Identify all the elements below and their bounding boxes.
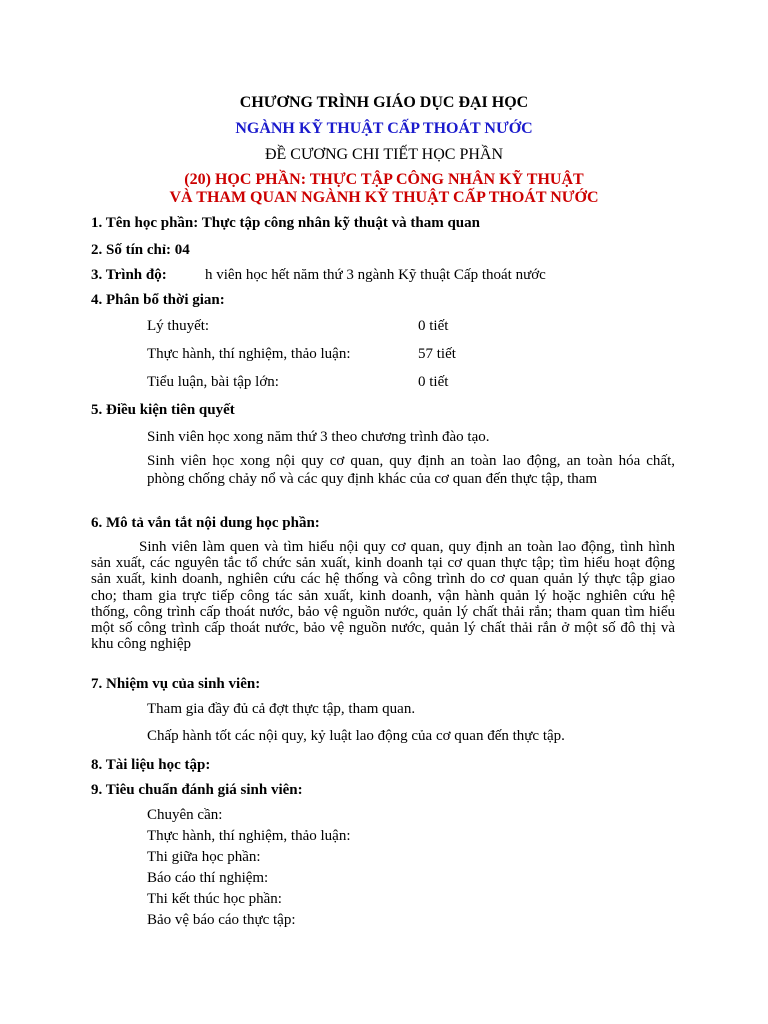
time-row-label: Tiểu luận, bài tập lớn: (147, 374, 279, 390)
criteria-item: Báo cáo thí nghiệm: (147, 870, 269, 886)
section-5-heading: 5. Điều kiện tiên quyết (91, 402, 235, 418)
section-5-paragraph-2: Sinh viên học xong nội quy cơ quan, quy định an toàn lao động, an toàn hóa chất, phòng chống chảy nổ và các quy định khác của cơ quan đến thực tập, tham (147, 453, 675, 487)
major-title: NGÀNH KỸ THUẬT CẤP THOÁT NƯỚC (235, 120, 533, 137)
section-8-heading: 8. Tài liệu học tập: (91, 757, 211, 773)
section-6-paragraph: Sinh viên làm quen và tìm hiểu nội quy cơ quan, quy định an toàn lao động, tình hình sản xuất, các nguyên tắc tổ chức sản xuất, kinh doanh tại cơ quan thực tập; tìm hiểu hoạt động sản xuất, kinh doanh, nghiên cứu các hệ thống và công trình do cơ quan quản lý thực tập giao cho; tham gia trực tiếp công tác sản xuất, kinh doanh, vận hành quản lý hoặc nghiên cứu hệ thống, công trình cấp thoát nước, bảo vệ nguồn nước, quản lý chất thải rắn; tham quan tìm hiểu một số công trình cấp thoát nước, bảo vệ nguồn nước, quản lý chất thải rắn ở một số đô thị và khu công nghiệp (91, 539, 675, 653)
criteria-item: Thi giữa học phần: (147, 849, 261, 865)
criteria-item: Chuyên cần: (147, 807, 223, 823)
time-row-label: Thực hành, thí nghiệm, thảo luận: (147, 346, 351, 362)
course-title-line-2: VÀ THAM QUAN NGÀNH KỸ THUẬT CẤP THOÁT NƯỚC (169, 189, 599, 206)
section-7-item: Chấp hành tốt các nội quy, kỷ luật lao động của cơ quan đến thực tập. (147, 728, 565, 744)
syllabus-title: ĐỀ CƯƠNG CHI TIẾT HỌC PHẦN (264, 146, 504, 163)
section-7-item: Tham gia đầy đủ cả đợt thực tập, tham quan. (147, 701, 416, 717)
section-7-heading: 7. Nhiệm vụ của sinh viên: (91, 676, 261, 692)
section-5-paragraph-1: Sinh viên học xong năm thứ 3 theo chương trình đào tạo. (147, 429, 490, 445)
section-9-heading: 9. Tiêu chuẩn đánh giá sinh viên: (91, 782, 303, 798)
time-row-value: 0 tiết (418, 374, 449, 390)
time-row-value: 0 tiết (418, 318, 449, 334)
criteria-item: Thực hành, thí nghiệm, thảo luận: (147, 828, 351, 844)
section-4-heading: 4. Phân bổ thời gian: (91, 292, 225, 308)
section-3-value: h viên học hết năm thứ 3 ngành Kỹ thuật Cấp thoát nước (205, 267, 546, 283)
criteria-item: Bảo vệ báo cáo thực tập: (147, 912, 296, 928)
program-title: CHƯƠNG TRÌNH GIÁO DỤC ĐẠI HỌC (239, 94, 529, 111)
section-1-heading: 1. Tên học phần: Thực tập công nhân kỹ thuật và tham quan (91, 215, 480, 231)
criteria-item: Thi kết thúc học phần: (147, 891, 282, 907)
time-row-label: Lý thuyết: (147, 318, 210, 334)
section-2-heading: 2. Số tín chỉ: 04 (91, 242, 190, 258)
section-3-heading: 3. Trình độ: (91, 267, 167, 283)
time-row-value: 57 tiết (418, 346, 456, 362)
course-title-line-1: (20) HỌC PHẦN: THỰC TẬP CÔNG NHÂN KỸ THUẬT (184, 171, 584, 188)
section-6-heading: 6. Mô tả vắn tắt nội dung học phần: (91, 515, 320, 531)
